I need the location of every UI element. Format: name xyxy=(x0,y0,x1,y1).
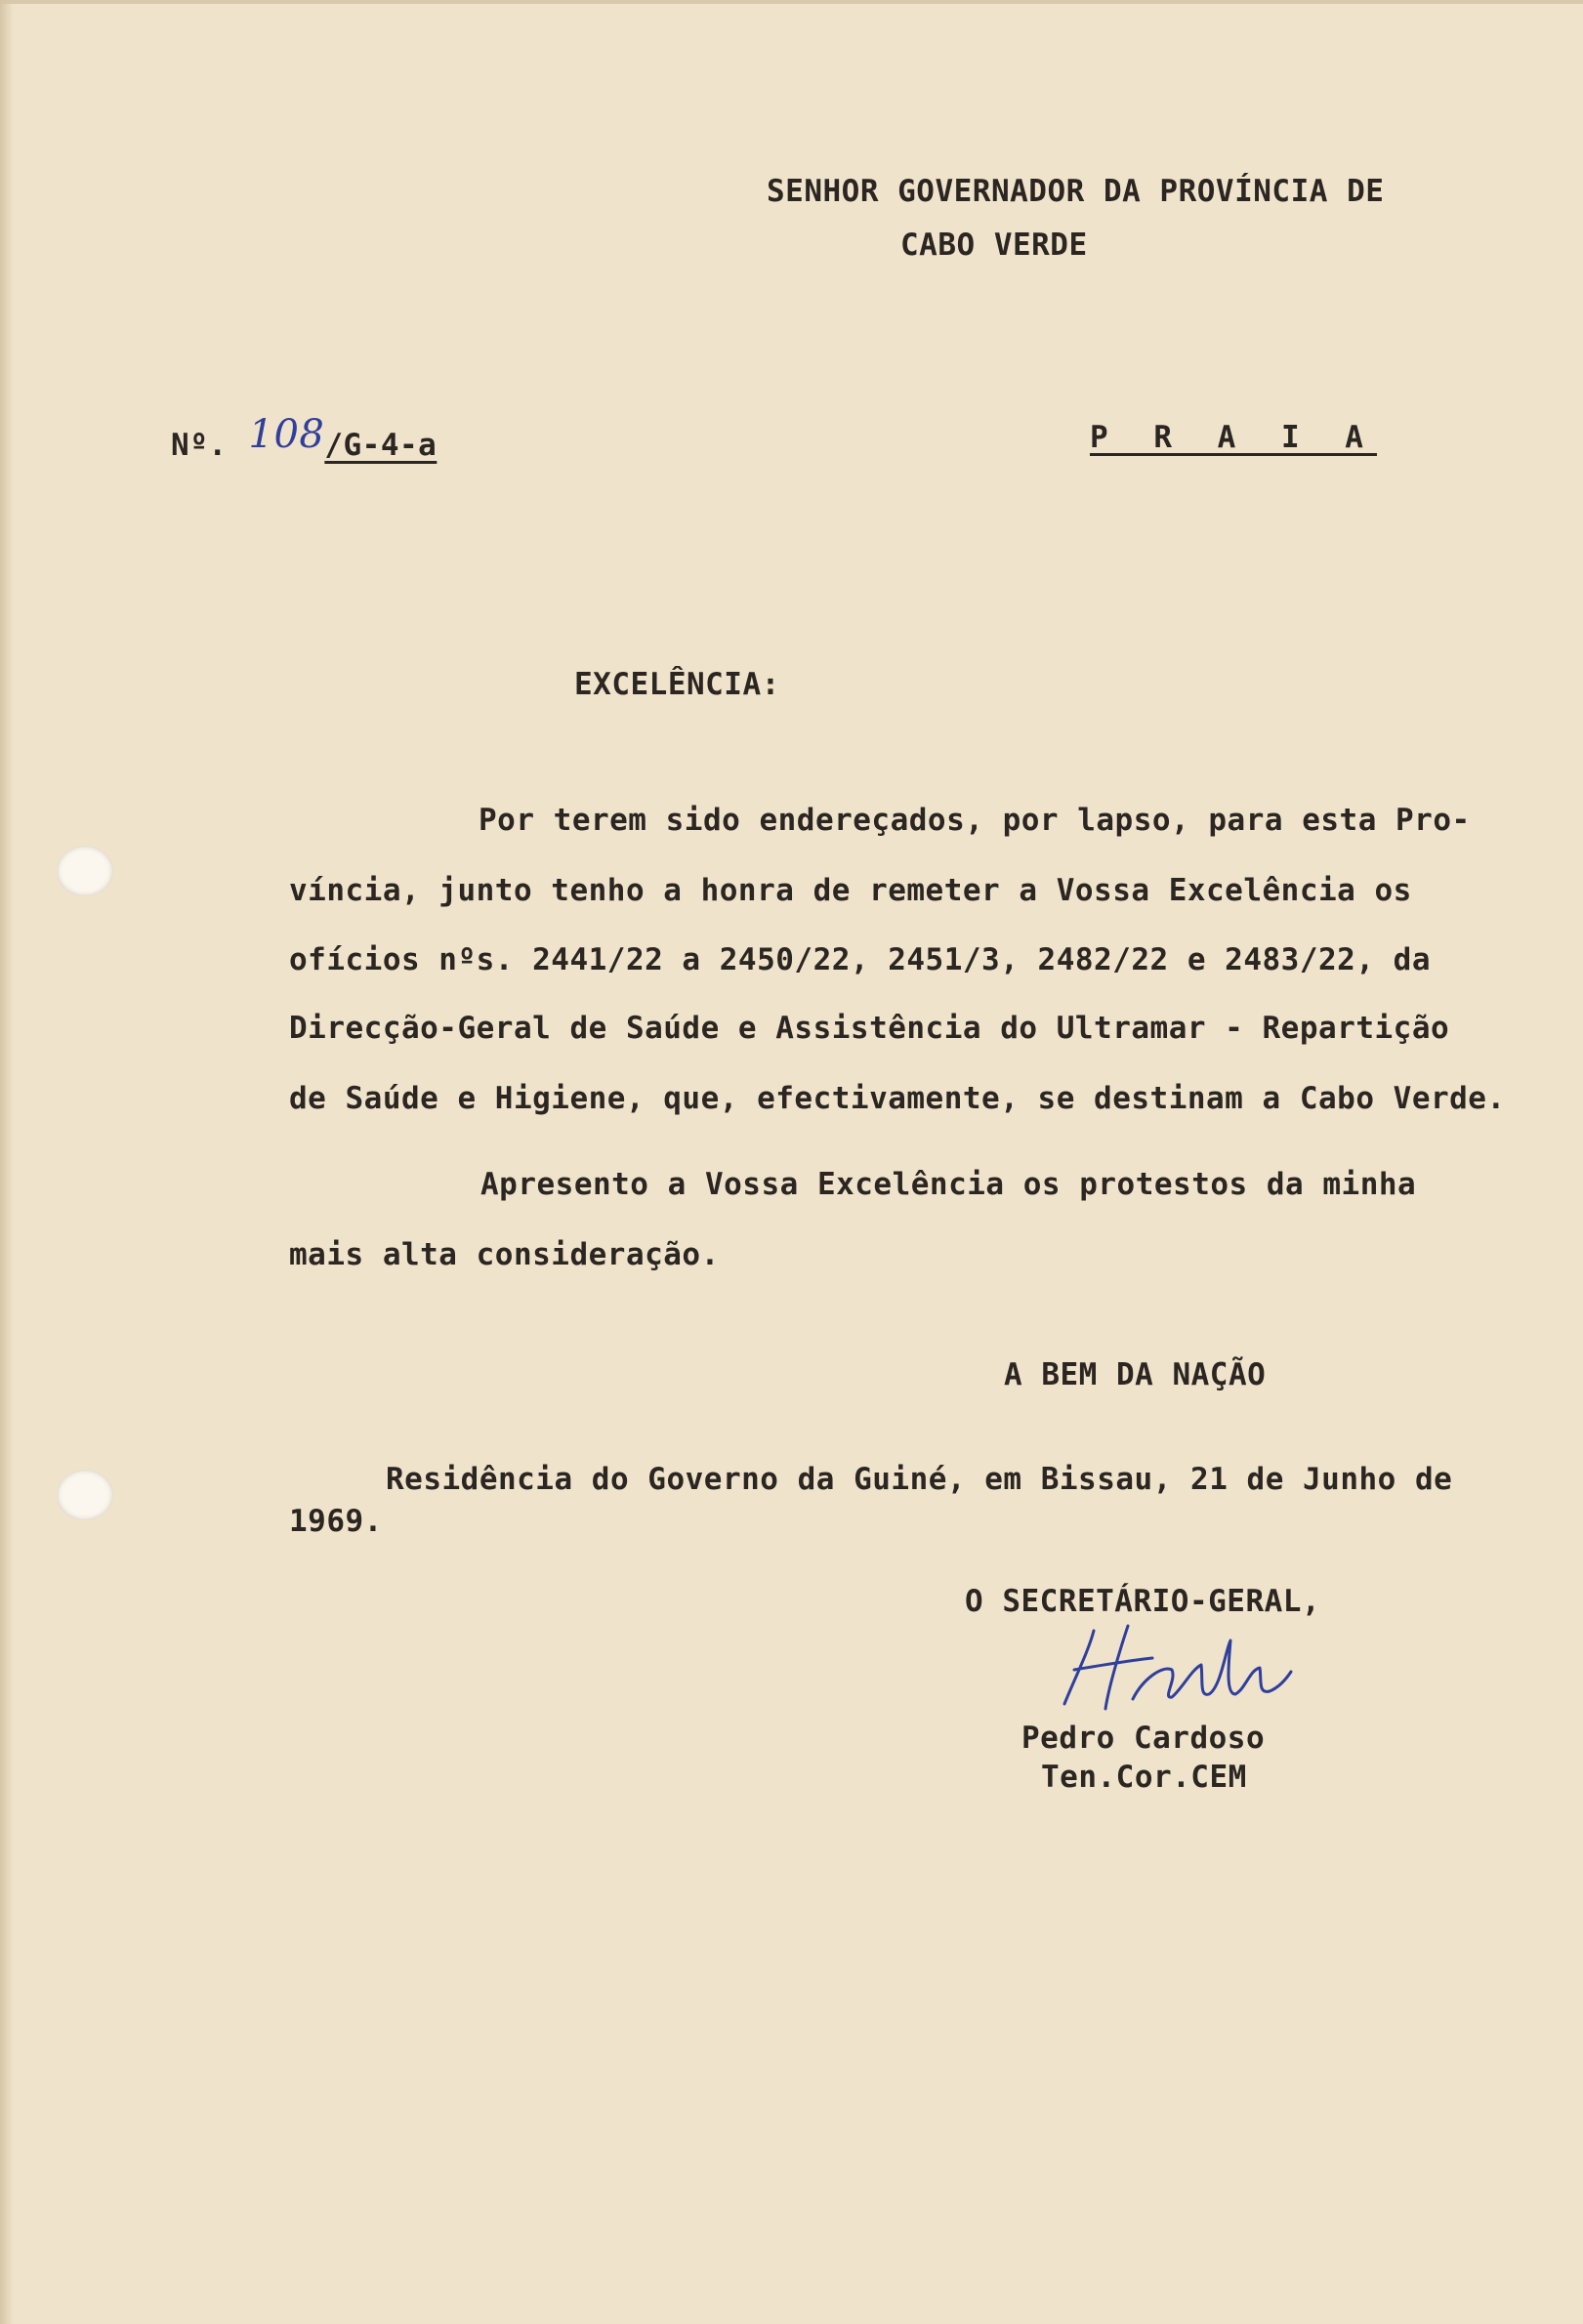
reference-label: Nº. xyxy=(171,428,228,463)
body-line-6: Apresento a Vossa Excelência os protestos da minha xyxy=(480,1167,1417,1202)
punch-hole-top xyxy=(57,846,113,896)
paper-edge-shadow xyxy=(0,0,14,2324)
signatory-name: Pedro Cardoso xyxy=(1021,1721,1266,1756)
body-line-3: ofícios nºs. 2441/22 a 2450/22, 2451/3, 2482/22 e 2483/22, da xyxy=(289,942,1431,977)
body-line-5: de Saúde e Higiene, que, efectivamente, se destinam a Cabo Verde. xyxy=(289,1081,1506,1116)
signatory-title: O SECRETÁRIO-GERAL, xyxy=(965,1584,1321,1619)
handwritten-reference-number: 108 xyxy=(248,412,325,457)
body-line-2: víncia, junto tenho a honra de remeter a Vossa Excelência os xyxy=(289,873,1412,908)
salutation: EXCELÊNCIA: xyxy=(574,667,780,702)
addressee-line-1: SENHOR GOVERNADOR DA PROVÍNCIA DE xyxy=(767,174,1385,209)
body-line-1: Por terem sido endereçados, por lapso, para esta Pro- xyxy=(479,803,1471,838)
date-line-2: 1969. xyxy=(289,1504,383,1539)
date-line-1: Residência do Governo da Guiné, em Bissau, 21 de Junho de xyxy=(386,1462,1453,1497)
place-heading: P R A I A xyxy=(1090,420,1377,455)
closing-formula: A BEM DA NAÇÃO xyxy=(1004,1357,1267,1392)
handwritten-signature xyxy=(1035,1611,1309,1728)
signatory-rank: Ten.Cor.CEM xyxy=(1041,1760,1247,1795)
addressee-line-2: CABO VERDE xyxy=(900,228,1088,263)
reference-code: /G-4-a xyxy=(324,428,437,463)
body-line-7: mais alta consideração. xyxy=(289,1237,720,1272)
body-line-4: Direcção-Geral de Saúde e Assistência do Ultramar - Repartição xyxy=(289,1011,1450,1046)
reference-number xyxy=(171,412,437,465)
punch-hole-bottom xyxy=(57,1470,113,1520)
